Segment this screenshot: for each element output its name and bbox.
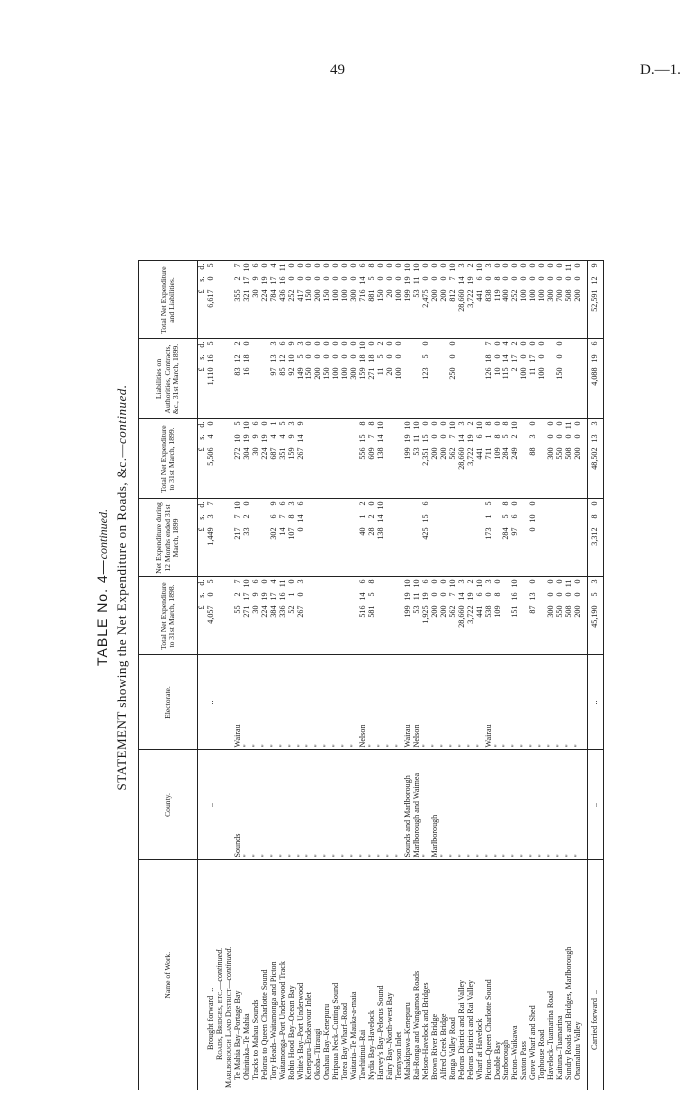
electorate-cell: " — [261, 655, 270, 750]
county-cell: Marlborough — [431, 750, 440, 860]
electorate-cell: " — [332, 655, 341, 750]
county-cell: " — [556, 750, 565, 860]
table-row: Tophouse Road " " 100 0 0 100 0 0 — [538, 85, 547, 1090]
table-row: Havelock–Tuamarina Road " " 300 0 0 300 0 0 300 0 0 — [547, 85, 556, 1090]
work-name: Ohinitaka–Te Mahia — [241, 1013, 251, 1080]
table-row: Ohinitaka–Te Mahia " " 271 17 10 33 2 0 304 19 10 16 18 0 321 17 10 — [243, 85, 252, 1090]
work-name: Brown River Bridge — [429, 1013, 439, 1080]
statement-title: STATEMENT showing the Net Expenditure on Roads, &c.—continued. — [114, 384, 129, 791]
work-name: Grove Wharf and Shed — [528, 1005, 538, 1080]
county-cell: " — [440, 750, 449, 860]
table-row: Onamalutu Valley " " 200 0 0 200 0 0 200 0 0 — [574, 85, 583, 1090]
section-heading-roads: Roads, Bridges, etc.—continued. — [216, 85, 225, 1090]
county-cell: " — [305, 750, 314, 860]
county-cell: Marlborough and Waimea — [413, 750, 422, 860]
table-row: Double Bay " " 109 8 0 109 8 0 10 0 0 119 8 0 — [494, 85, 503, 1090]
table-row: Pelorus District and Rai Valley " " 3,722 19 2 3,722 19 2 3,722 19 2 — [467, 85, 476, 1090]
col-total-1899: Total Net Expenditure to 31st March, 1899. — [139, 419, 198, 499]
table-row: Onahau Bay–Kenepuru " " 150 0 0 150 0 0 — [323, 85, 332, 1090]
county-cell: " — [422, 750, 431, 860]
table-row: Tennyson Inlet " " 100 0 0 100 0 0 — [395, 85, 404, 1090]
county-cell: " — [502, 750, 511, 860]
table-row: Picton–Waikawa " " 151 16 10 97 6 0 249 2 10 2 17 2 252 0 0 — [511, 85, 520, 1090]
units-row: £ s. d. £ s. d. £ s. d. £ s. d. £ s. d. — [198, 85, 208, 1090]
work-name: Waitamonga–Port Underwood Track — [277, 961, 287, 1080]
county-cell: " — [529, 750, 538, 860]
county-cell: " — [288, 750, 297, 860]
electorate-cell: " — [547, 655, 556, 750]
col-total-net: Total Net Expenditure and Liabilities. — [139, 261, 198, 339]
county-cell: " — [252, 750, 261, 860]
electorate-cell: " — [449, 655, 458, 750]
table-row: Alfred Creek Bridge " " 200 0 0 200 0 0 200 0 0 — [440, 85, 449, 1090]
table-row: Saxton Pass " " 100 0 0 100 0 0 — [520, 85, 529, 1090]
electorate-cell: Wairau — [485, 655, 494, 750]
electorate-cell: Wairau — [404, 655, 413, 750]
work-name: Onamalutu Valley — [573, 1021, 583, 1080]
work-name: Kenepuru–Endeavour Inlet — [304, 992, 314, 1080]
work-name: Rai-Ronga and Wangamoa Roads — [411, 970, 421, 1080]
county-cell: " — [476, 750, 485, 860]
page-reference: D.—1. — [640, 62, 681, 78]
work-name: Saxton Pass — [519, 1041, 529, 1080]
work-name: Alfred Creek Bridge — [438, 1013, 448, 1080]
county-cell: " — [494, 750, 503, 860]
electorate-cell: " — [279, 655, 288, 750]
electorate-cell: " — [341, 655, 350, 750]
work-name: Pelorus to Queen Charlotte Sound — [259, 969, 269, 1080]
electorate-cell: " — [529, 655, 538, 750]
county-cell: Sounds — [234, 750, 243, 860]
electorate-cell: " — [440, 655, 449, 750]
county-cell: " — [297, 750, 306, 860]
work-name: Ronga Valley Road — [447, 1017, 457, 1080]
col-total-1898: Total Net Expenditure to 31st March, 1898. — [139, 577, 198, 655]
electorate-cell: " — [467, 655, 476, 750]
rotated-table-sheet — [88, 85, 668, 1090]
work-name: Pelorus District and Rai Valley — [465, 979, 475, 1080]
county-cell: " — [243, 750, 252, 860]
electorate-cell: " — [377, 655, 386, 750]
county-cell: " — [511, 750, 520, 860]
electorate-cell: " — [520, 655, 529, 750]
electorate-cell: " — [458, 655, 467, 750]
work-name: Picton–Queen Charlotte Sound — [483, 979, 493, 1080]
work-name: Mahakipawa–Kenepuru — [402, 1002, 412, 1080]
county-cell: " — [350, 750, 359, 860]
table-row: Tawhitinui–Rai " Nelson 516 14 6 40 1 2 556 15 8 159 18 10 716 14 6 — [359, 85, 368, 1090]
work-name: Okoha–Tiiraugi — [313, 1028, 323, 1080]
col-county: County. — [139, 750, 198, 860]
work-name: Nelson-Havelock and Bridges — [420, 982, 430, 1080]
work-name: Wharf at Havelock — [474, 1018, 484, 1080]
table-row: Picton–Queen Charlotte Sound " Wairau 538 0 3 173 1 5 711 1 8 126 18 7 838 0 3 — [485, 85, 494, 1090]
work-name: Nydia Bay–Havelock — [367, 1010, 377, 1080]
table-row: Okoha–Tiiraugi " " 200 0 0 200 0 0 — [314, 85, 323, 1090]
work-name: Tory Heads–Waitamonga and Picton — [268, 961, 278, 1080]
carried-forward-row: Carried forward .. .. .. 45,190 5 3 3,312 8 0 48,502 13 3 4,088 19 6 52,591 12 9 — [588, 85, 603, 1090]
electorate-cell: Wairau — [234, 655, 243, 750]
work-name: Kaituna–Tuamarina — [555, 1015, 565, 1080]
table-row: Fairy Bay–North-west Bay " " 20 0 0 20 0 0 — [386, 85, 395, 1090]
col-work: Name of Work. — [139, 860, 198, 1090]
work-name: Tawhitinui–Rai — [358, 1029, 368, 1080]
expenditure-table — [138, 85, 604, 1090]
electorate-cell: " — [350, 655, 359, 750]
county-cell: " — [377, 750, 386, 860]
county-cell: " — [395, 750, 404, 860]
county-cell: " — [332, 750, 341, 860]
electorate-cell: " — [314, 655, 323, 750]
work-name: Sundry Roads and Bridges, Marlborough — [564, 946, 574, 1080]
table-row: Sundry Roads and Bridges, Marlborough " " 508 0 11 508 0 11 508 0 11 — [565, 85, 574, 1090]
col-electorate: Electorate. — [139, 655, 198, 750]
electorate-cell: " — [270, 655, 279, 750]
table-row: Rai-Ronga and Wangamoa Roads Marlborough and Waimea Nelson 53 11 10 53 11 10 53 11 10 — [413, 85, 422, 1090]
electorate-cell: Nelson — [413, 655, 422, 750]
header-row — [139, 85, 198, 1090]
electorate-cell: " — [252, 655, 261, 750]
electorate-cell: " — [565, 655, 574, 750]
table-row: Pelorus to Queen Charlotte Sound " " 224 19 0 224 19 0 224 19 0 — [261, 85, 270, 1090]
county-cell: " — [520, 750, 529, 860]
electorate-cell: " — [422, 655, 431, 750]
table-title: TABLE No. 4—continued. — [94, 509, 110, 666]
county-cell: " — [368, 750, 377, 860]
table-row: Waitaria–Te Mauka-a-maia " " 300 0 0 300 0 0 — [350, 85, 359, 1090]
work-name: Fairy Bay–North-west Bay — [385, 992, 395, 1080]
work-name: Onahau Bay–Kenepuru — [322, 1003, 332, 1080]
electorate-cell: " — [494, 655, 503, 750]
county-cell: " — [314, 750, 323, 860]
work-name: Double Bay — [492, 1041, 502, 1080]
table-row: Grove Wharf and Shed " " 87 13 0 0 10 0 88 3 0 11 17 0 100 0 0 — [529, 85, 538, 1090]
electorate-cell: " — [431, 655, 440, 750]
col-during-1899: Net Expenditure during 12 Months ended 31st March, 1899 — [139, 499, 198, 577]
county-cell: " — [574, 750, 583, 860]
table-row: Piripaua Neck–Cutting Sound " " 100 0 0 100 0 0 — [332, 85, 341, 1090]
table-row: Nydia Bay–Havelock " " 581 5 8 28 2 0 609 7 8 271 18 0 881 5 8 — [368, 85, 377, 1090]
electorate-cell: " — [305, 655, 314, 750]
table-row: Wharf at Havelock " " 441 6 10 441 6 10 441 6 10 — [476, 85, 485, 1090]
work-name: Torea Bay Wharf–Road — [340, 1002, 350, 1080]
work-name: Robin Hood Bay–Ocean Bay — [286, 985, 296, 1080]
electorate-cell: " — [323, 655, 332, 750]
table-row: Tory Heads–Waitamonga and Picton " " 384 17 4 302 6 9 687 4 1 97 13 3 784 17 4 — [270, 85, 279, 1090]
table-row: Tracks to Mahau Sounds " " 30 9 6 30 9 6 30 9 6 — [252, 85, 261, 1090]
electorate-cell: " — [511, 655, 520, 750]
electorate-cell: " — [288, 655, 297, 750]
work-name: Waitaria–Te Mauka-a-maia — [349, 991, 359, 1080]
table-row: Starborough " " 284 5 8 284 5 8 115 14 4 400 0 0 — [502, 85, 511, 1090]
county-cell: " — [386, 750, 395, 860]
county-cell: Sounds and Marlborough — [404, 750, 413, 860]
county-cell: " — [547, 750, 556, 860]
table-row: Brown River Bridge Marlborough " 200 0 0 200 0 0 200 0 0 — [431, 85, 440, 1090]
electorate-cell: " — [476, 655, 485, 750]
table-row: Mahakipawa–Kenepuru Sounds and Marlborough Wairau 199 19 10 199 19 10 199 19 10 — [404, 85, 413, 1090]
work-name: Harvey's Bay–Pelorus Sound — [376, 985, 386, 1080]
col-liabilities: Liabilities on Authorities, Contracts, &c., 31st March, 1899. — [139, 339, 198, 419]
electorate-cell: " — [574, 655, 583, 750]
electorate-cell: " — [556, 655, 565, 750]
county-cell: " — [323, 750, 332, 860]
table-row: Robin Hood Bay–Ocean Bay " " 52 1 0 107 8 3 159 9 3 92 10 9 252 0 0 — [288, 85, 297, 1090]
electorate-cell: " — [368, 655, 377, 750]
electorate-cell: " — [297, 655, 306, 750]
electorate-cell: " — [395, 655, 404, 750]
county-cell: " — [279, 750, 288, 860]
work-name: Tophouse Road — [537, 1029, 547, 1080]
brought-forward-row: Brought forward .. .. .. 4,057 0 5 1,449 3 7 5,506 4 0 1,110 16 5 6,617 0 5 — [207, 85, 216, 1090]
table-row: White's Bay–Port Underwood " " 267 0 3 0 14 6 267 14 9 149 5 3 417 0 0 — [297, 85, 306, 1090]
table-row: Nelson-Havelock and Bridges " " 1,925 19 6 425 15 6 2,351 15 0 123 5 0 2,475 0 0 — [422, 85, 431, 1090]
section-heading-district: Marlborough Land District—continued. — [225, 85, 234, 1090]
electorate-cell: " — [243, 655, 252, 750]
electorate-cell: " — [386, 655, 395, 750]
work-name: Havelock–Tuamarina Road — [546, 991, 556, 1080]
county-cell: " — [467, 750, 476, 860]
table-row: Pelorus District and Rai Valley " " 28,660 14 3 28,660 14 3 28,660 14 3 — [458, 85, 467, 1090]
county-cell: " — [458, 750, 467, 860]
work-name: Pelorus District and Rai Valley — [456, 979, 466, 1080]
work-name: Piripaua Neck–Cutting Sound — [331, 982, 341, 1080]
county-cell: " — [485, 750, 494, 860]
county-cell: " — [538, 750, 547, 860]
table-row: Torea Bay Wharf–Road " " 100 0 0 100 0 0 — [341, 85, 350, 1090]
county-cell: " — [359, 750, 368, 860]
table-row: Kenepuru–Endeavour Inlet " " 150 0 0 150 0 0 — [305, 85, 314, 1090]
table-row: Kaituna–Tuamarina " " 550 0 0 550 0 0 150 0 0 700 0 0 — [556, 85, 565, 1090]
work-name: Tracks to Mahau Sounds — [250, 999, 260, 1080]
table-row: Harvey's Bay–Pelorus Sound " " 138 14 10 138 14 10 11 5 2 150 0 0 — [377, 85, 386, 1090]
table-row: Ronga Valley Road " " 562 7 10 562 7 10 250 0 0 812 7 10 — [449, 85, 458, 1090]
county-cell: " — [565, 750, 574, 860]
table-row: Waitamonga–Port Underwood Track " " 336 16 11 14 7 6 351 4 5 85 12 6 436 16 11 — [279, 85, 288, 1090]
page-number: 49 — [330, 62, 345, 78]
electorate-cell: Nelson — [359, 655, 368, 750]
work-name: Starborough — [501, 1039, 511, 1080]
electorate-cell: " — [538, 655, 547, 750]
county-cell: " — [261, 750, 270, 860]
work-name: Te Mahia Bay–Portage Bay — [232, 990, 242, 1080]
work-name: Tennyson Inlet — [394, 1031, 404, 1080]
work-name: White's Bay–Port Underwood — [295, 982, 305, 1080]
work-name: Picton–Waikawa — [510, 1025, 520, 1080]
county-cell: " — [341, 750, 350, 860]
county-cell: " — [270, 750, 279, 860]
electorate-cell: " — [502, 655, 511, 750]
county-cell: " — [449, 750, 458, 860]
table-row: Te Mahia Bay–Portage Bay Sounds Wairau 55 2 7 217 7 10 272 10 5 83 12 2 355 2 7 — [234, 85, 243, 1090]
